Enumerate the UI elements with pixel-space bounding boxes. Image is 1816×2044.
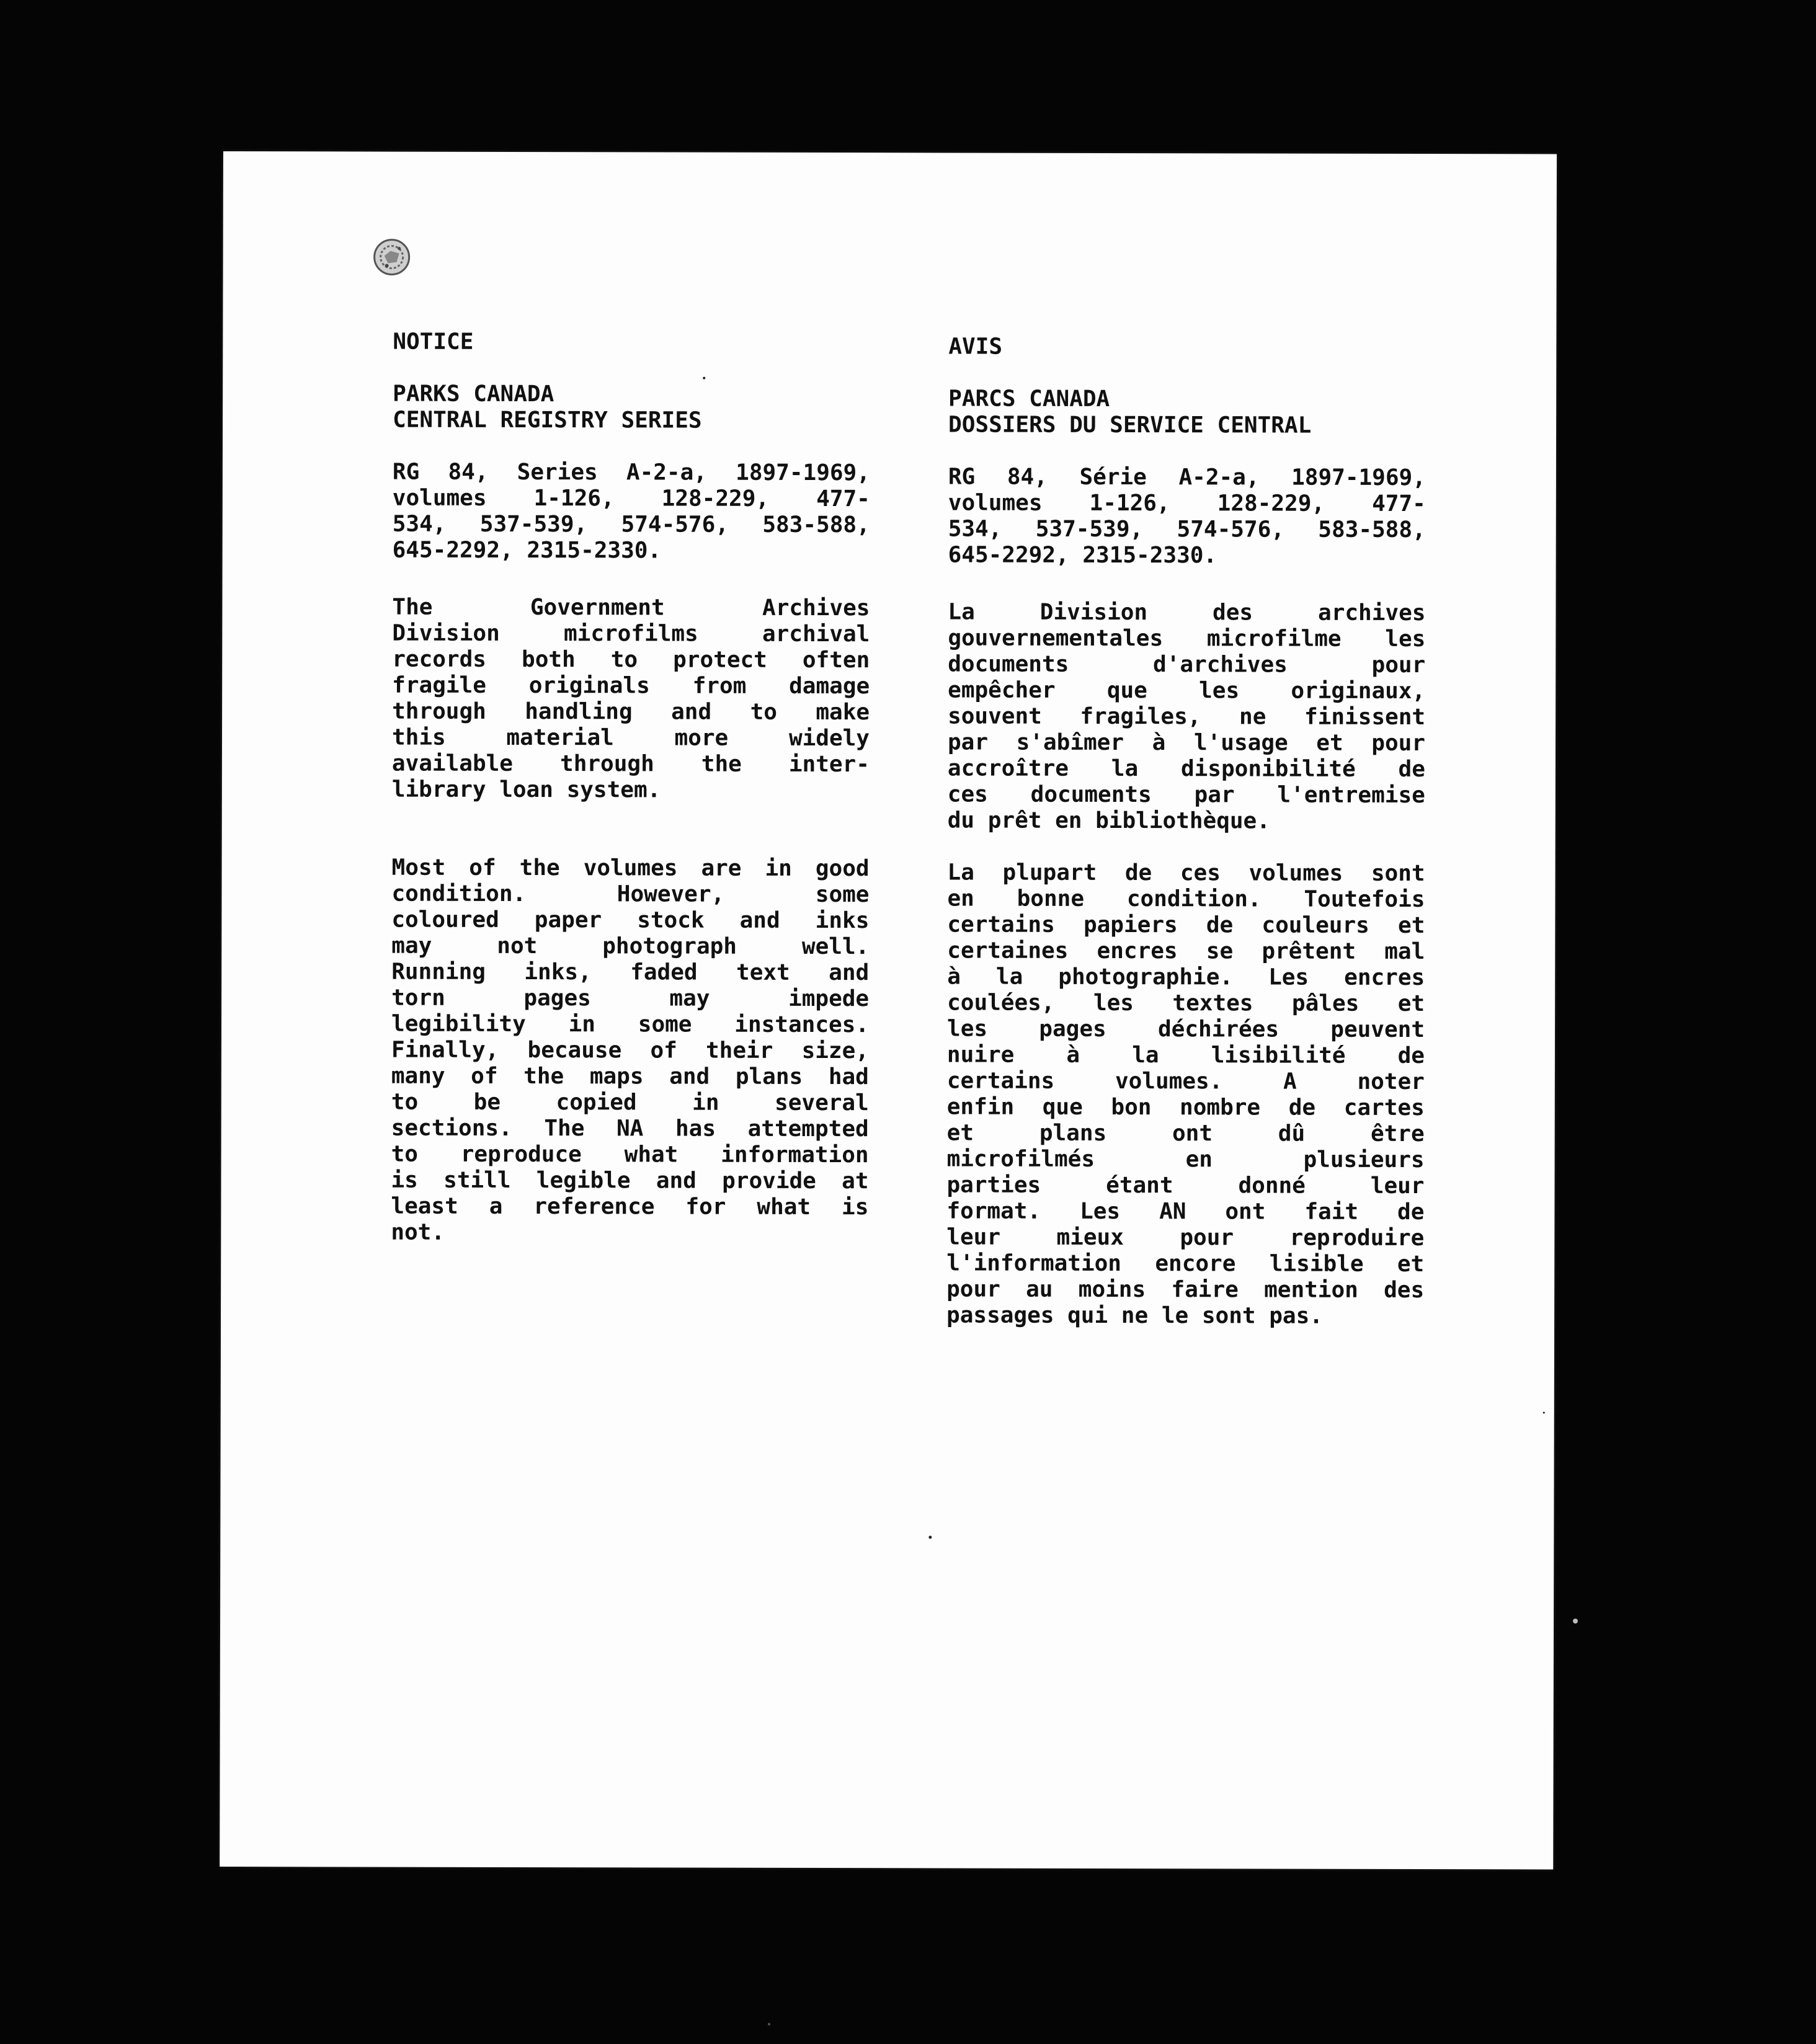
scan-speck (1543, 1411, 1545, 1413)
paragraph-line: Finally, because of their size, (391, 1037, 870, 1064)
film-speck (1573, 1619, 1578, 1624)
paragraph-line: this material more widely (391, 724, 870, 752)
series-reference-line: volumes 1-126, 128-229, 477- (392, 485, 870, 512)
series-name-fr: DOSSIERS DU SERVICE CENTRAL (948, 412, 1312, 438)
paragraph-line: et plans ont dû être (946, 1120, 1425, 1147)
paragraph-line: Division microfilms archival (392, 620, 870, 647)
paragraph-microfilm-purpose-fr (948, 599, 1426, 835)
paragraph-line: condition. However, some (391, 881, 870, 908)
paragraph-line: records both to protect often (392, 646, 870, 673)
paragraph-line: du prêt en bibliothèque. (947, 807, 1270, 834)
paragraph-line: gouvernementales microfilme les (948, 625, 1426, 652)
series-reference-line: 645-2292, 2315-2330. (392, 537, 662, 564)
series-reference-line: 534, 537-539, 574-576, 583-588, (948, 516, 1426, 543)
paragraph-line: fragile originals from damage (392, 672, 870, 700)
org-name-fr: PARCS CANADA (948, 386, 1110, 412)
paragraph-microfilm-purpose (392, 595, 870, 804)
paragraph-line: sections. The NA has attempted (391, 1115, 869, 1142)
paragraph-line: parties étant donné leur (946, 1172, 1425, 1199)
paragraph-line: is still legible and provide at (391, 1167, 869, 1194)
paragraph-line: La plupart de ces volumes sont (947, 860, 1425, 887)
paragraph-line: format. Les AN ont fait de (946, 1198, 1425, 1225)
paragraph-line: may not photograph well. (391, 933, 870, 960)
scan-speck (703, 377, 705, 380)
paragraph-condition (391, 855, 869, 1247)
film-speck (768, 2023, 770, 2025)
paragraph-line: Running inks, faded text and (391, 959, 870, 986)
paragraph-line: accroître la disponibilité de (947, 755, 1425, 783)
paragraph-line: documents d'archives pour (948, 651, 1426, 678)
scan-speck (928, 1535, 932, 1539)
paragraph-line: certains volumes. A noter (946, 1068, 1425, 1095)
org-title (393, 381, 870, 435)
paragraph-line: coloured paper stock and inks (391, 907, 870, 934)
paragraph-line: Most of the volumes are in good (391, 855, 870, 882)
paragraph-line: leur mieux pour reproduire (946, 1224, 1425, 1251)
paragraph-line: The Government Archives (392, 594, 870, 621)
notice-heading: NOTICE (393, 329, 474, 355)
paragraph-line: par s'abîmer à l'usage et pour (947, 729, 1426, 757)
paragraph-line: enfin que bon nombre de cartes (946, 1094, 1425, 1121)
org-title-fr (948, 386, 1426, 439)
paragraph-line: not. (391, 1219, 445, 1245)
paragraph-line: nuire à la lisibilité de (946, 1042, 1425, 1069)
series-reference-line: 645-2292, 2315-2330. (948, 542, 1217, 569)
archives-seal-icon (372, 238, 412, 277)
series-reference-line: RG 84, Series A-2-a, 1897-1969, (392, 459, 870, 486)
paragraph-line: through handling and to make (392, 698, 870, 726)
org-name: PARKS CANADA (393, 381, 554, 407)
paragraph-line: least a reference for what is (391, 1193, 869, 1220)
paragraph-line: legibility in some instances. (391, 1011, 870, 1038)
series-reference-line: volumes 1-126, 128-229, 477- (948, 490, 1426, 517)
paragraph-line: certains papiers de couleurs et (947, 912, 1425, 939)
paragraph-line: to be copied in several (391, 1089, 869, 1116)
paragraph-line: passages qui ne le sont pas. (946, 1302, 1323, 1329)
paragraph-line: souvent fragiles, ne finissent (948, 703, 1426, 731)
paragraph-line: coulées, les textes pâles et (947, 990, 1425, 1017)
paragraph-line: les pages déchirées peuvent (946, 1016, 1425, 1043)
series-reference-fr (948, 464, 1426, 569)
paragraph-line: microfilmés en plusieurs (946, 1146, 1425, 1173)
avis-heading: AVIS (948, 334, 1003, 360)
series-reference-line: 534, 537-539, 574-576, 583-588, (392, 511, 870, 538)
series-name: CENTRAL REGISTRY SERIES (393, 407, 702, 433)
series-reference (393, 460, 870, 565)
paragraph-line: ces documents par l'entremise (947, 781, 1425, 809)
series-reference-line: RG 84, Série A-2-a, 1897-1969, (948, 464, 1426, 491)
paragraph-line: pour au moins faire mention des (946, 1276, 1425, 1304)
paragraph-line: l'information encore lisible et (946, 1250, 1425, 1278)
notice-page (220, 151, 1557, 1869)
paragraph-line: certaines encres se prêtent mal (947, 938, 1425, 965)
paragraph-condition-fr (946, 860, 1425, 1330)
paragraph-line: à la photographie. Les encres (947, 964, 1425, 991)
paragraph-line: to reproduce what information (391, 1141, 869, 1168)
paragraph-line: La Division des archives (948, 599, 1426, 626)
english-column (391, 152, 871, 1245)
paragraph-line: en bonne condition. Toutefois (947, 886, 1425, 913)
french-column (946, 153, 1427, 1329)
paragraph-line: many of the maps and plans had (391, 1063, 869, 1090)
paragraph-line: available through the inter- (391, 750, 870, 778)
paragraph-line: library loan system. (391, 776, 661, 803)
paragraph-line: empêcher que les originaux, (948, 677, 1426, 704)
paragraph-line: torn pages may impede (391, 985, 870, 1012)
